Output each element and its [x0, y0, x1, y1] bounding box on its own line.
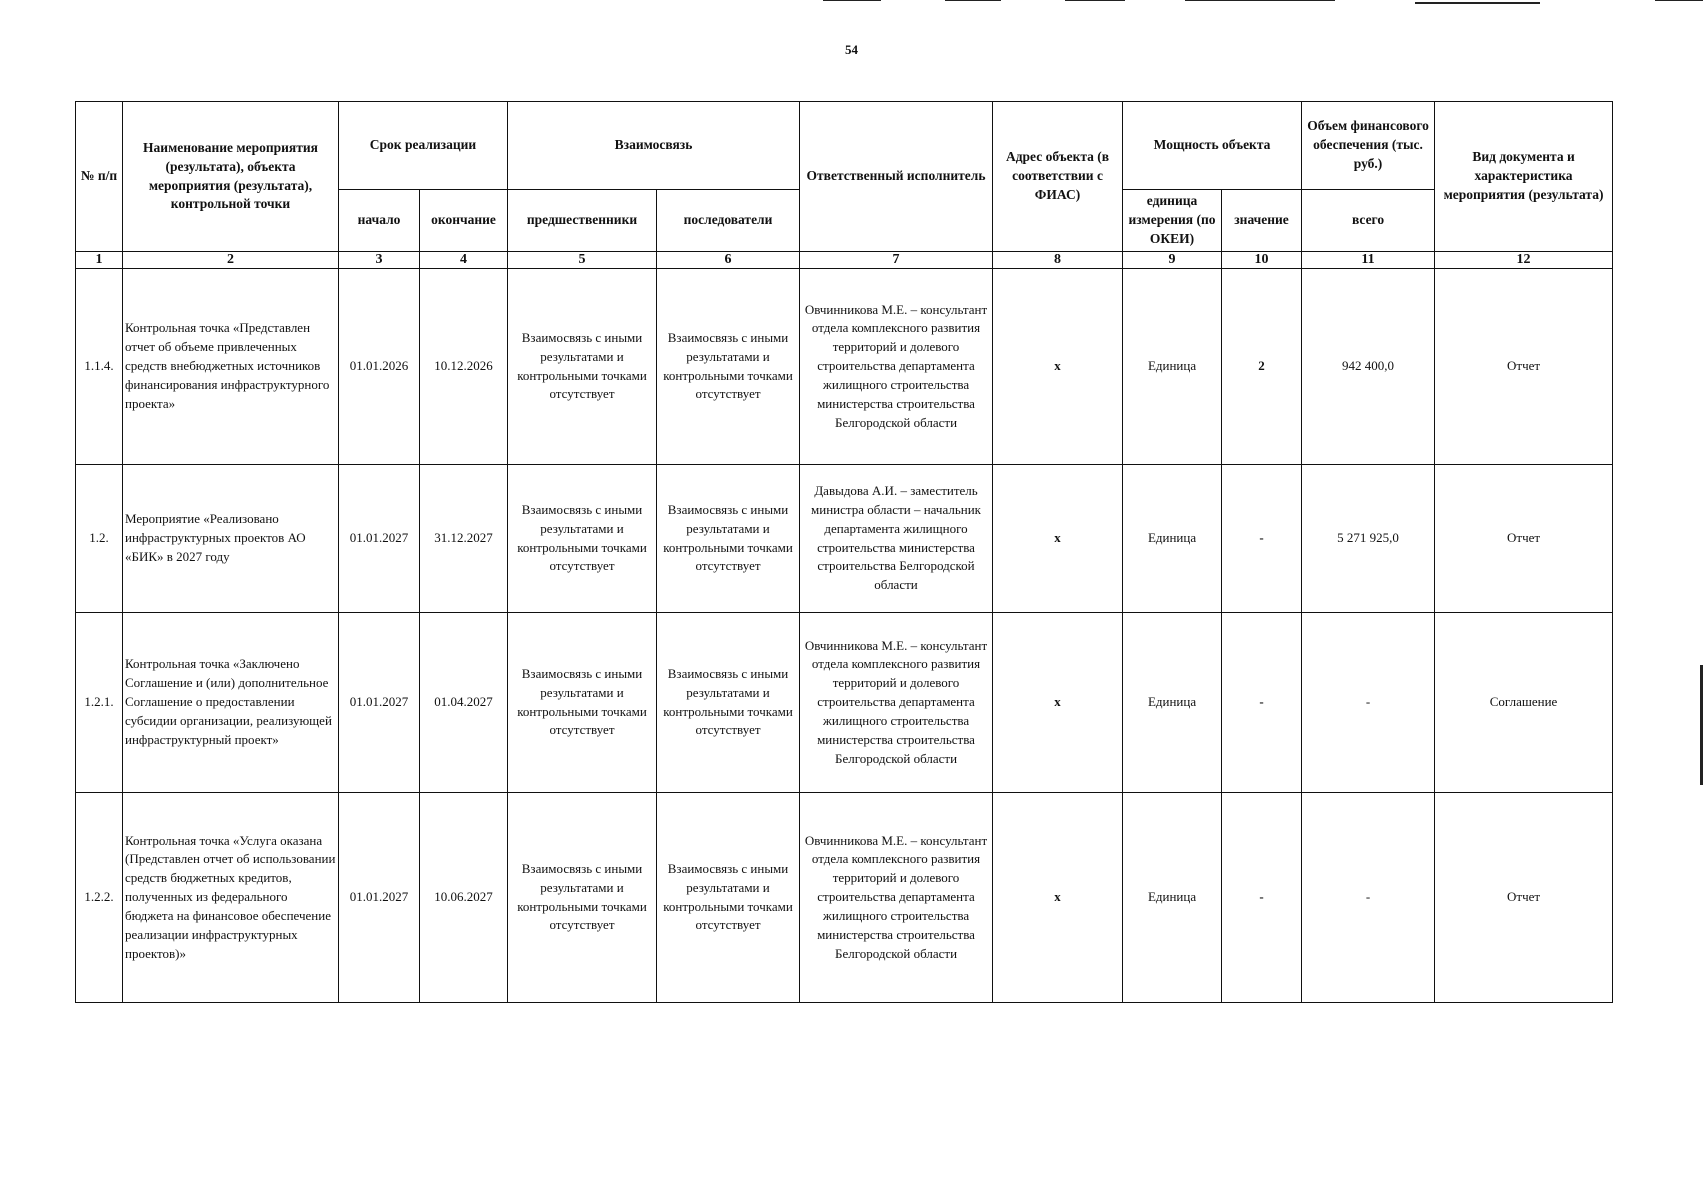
row-successors: Взаимосвязь с иными результатами и контрольными точками отсутствует — [657, 465, 800, 613]
row-name: Контрольная точка «Представлен отчет об объеме привлеченных средств внебюджетных источников финансирования инфраструктурного проекта» — [123, 269, 339, 465]
row-end-date: 10.06.2027 — [420, 793, 508, 1003]
column-number: 11 — [1302, 252, 1435, 269]
row-finance-total: - — [1302, 613, 1435, 793]
row-number: 1.2.1. — [76, 613, 123, 793]
row-predecessors: Взаимосвязь с иными результатами и контрольными точками отсутствует — [508, 465, 657, 613]
row-executor: Овчинникова М.Е. – консультант отдела комплексного развития территорий и долевого строительства департамента жилищного строительства министерства строительства Белгородской области — [800, 269, 993, 465]
column-number: 5 — [508, 252, 657, 269]
table-header — [76, 102, 1613, 269]
row-number: 1.2.2. — [76, 793, 123, 1003]
table-row — [76, 465, 1613, 613]
row-predecessors: Взаимосвязь с иными результатами и контрольными точками отсутствует — [508, 269, 657, 465]
header-doc-type: Вид документа и характеристика мероприятия (результата) — [1435, 102, 1613, 252]
row-finance-total: 5 271 925,0 — [1302, 465, 1435, 613]
header-executor: Ответственный исполнитель — [800, 102, 993, 252]
header-period-start: начало — [339, 190, 420, 252]
row-address: x — [993, 793, 1123, 1003]
row-start-date: 01.01.2027 — [339, 465, 420, 613]
column-number: 2 — [123, 252, 339, 269]
header-link-next: последователи — [657, 190, 800, 252]
column-number: 7 — [800, 252, 993, 269]
column-number: 10 — [1222, 252, 1302, 269]
row-successors: Взаимосвязь с иными результатами и контрольными точками отсутствует — [657, 269, 800, 465]
row-value: 2 — [1222, 269, 1302, 465]
scan-artifact-line — [945, 0, 1001, 1]
row-executor: Овчинникова М.Е. – консультант отдела комплексного развития территорий и долевого строительства департамента жилищного строительства министерства строительства Белгородской области — [800, 613, 993, 793]
header-finance: Объем финансового обеспечения (тыс. руб.) — [1302, 102, 1435, 190]
column-number: 3 — [339, 252, 420, 269]
header-capacity: Мощность объекта — [1123, 102, 1302, 190]
header-capacity-value: значение — [1222, 190, 1302, 252]
header-period-end: окончание — [420, 190, 508, 252]
header-address: Адрес объекта (в соответствии с ФИАС) — [993, 102, 1123, 252]
page-number: 54 — [845, 42, 858, 57]
row-predecessors: Взаимосвязь с иными результатами и контрольными точками отсутствует — [508, 613, 657, 793]
header-link: Взаимосвязь — [508, 102, 800, 190]
row-number: 1.1.4. — [76, 269, 123, 465]
row-successors: Взаимосвязь с иными результатами и контрольными точками отсутствует — [657, 793, 800, 1003]
row-value: - — [1222, 793, 1302, 1003]
row-start-date: 01.01.2027 — [339, 793, 420, 1003]
table-row — [76, 793, 1613, 1003]
scan-artifact-line — [823, 0, 881, 1]
scan-artifact-line — [1415, 2, 1540, 4]
row-doc-type: Соглашение — [1435, 613, 1613, 793]
row-name: Контрольная точка «Услуга оказана (Представлен отчет об использовании средств бюджетных кредитов, полученных из федерального бюджета на финансовое обеспечение реализации инфраструктурных проектов)» — [123, 793, 339, 1003]
column-number: 6 — [657, 252, 800, 269]
header-num: № п/п — [76, 102, 123, 252]
row-executor: Овчинникова М.Е. – консультант отдела комплексного развития территорий и долевого строительства департамента жилищного строительства министерства строительства Белгородской области — [800, 793, 993, 1003]
row-unit: Единица — [1123, 269, 1222, 465]
table-body — [76, 269, 1613, 1003]
row-unit: Единица — [1123, 465, 1222, 613]
row-end-date: 31.12.2027 — [420, 465, 508, 613]
row-finance-total: 942 400,0 — [1302, 269, 1435, 465]
row-name: Контрольная точка «Заключено Соглашение и (или) дополнительное Соглашение о предоставлении субсидии организации, реализующей инфраструктурный проект» — [123, 613, 339, 793]
row-start-date: 01.01.2026 — [339, 269, 420, 465]
header-period: Срок реализации — [339, 102, 508, 190]
row-address: x — [993, 465, 1123, 613]
scan-artifact-line — [1065, 0, 1125, 1]
row-number: 1.2. — [76, 465, 123, 613]
table-row — [76, 613, 1613, 793]
row-end-date: 10.12.2026 — [420, 269, 508, 465]
column-number: 9 — [1123, 252, 1222, 269]
scan-artifact-line — [1655, 0, 1703, 1]
row-value: - — [1222, 465, 1302, 613]
row-end-date: 01.04.2027 — [420, 613, 508, 793]
header-link-prev: предшественники — [508, 190, 657, 252]
table-row — [76, 269, 1613, 465]
row-address: x — [993, 269, 1123, 465]
row-value: - — [1222, 613, 1302, 793]
column-number: 1 — [76, 252, 123, 269]
plan-table — [75, 101, 1613, 1003]
row-successors: Взаимосвязь с иными результатами и контрольными точками отсутствует — [657, 613, 800, 793]
column-number: 12 — [1435, 252, 1613, 269]
row-predecessors: Взаимосвязь с иными результатами и контрольными точками отсутствует — [508, 793, 657, 1003]
row-unit: Единица — [1123, 613, 1222, 793]
row-address: x — [993, 613, 1123, 793]
column-number: 8 — [993, 252, 1123, 269]
row-finance-total: - — [1302, 793, 1435, 1003]
row-doc-type: Отчет — [1435, 465, 1613, 613]
header-name: Наименование мероприятия (результата), объекта мероприятия (результата), контрольной точки — [123, 102, 339, 252]
column-number: 4 — [420, 252, 508, 269]
row-executor: Давыдова А.И. – заместитель министра области – начальник департамента жилищного строительства министерства строительства Белгородской области — [800, 465, 993, 613]
row-doc-type: Отчет — [1435, 269, 1613, 465]
header-finance-total: всего — [1302, 190, 1435, 252]
row-start-date: 01.01.2027 — [339, 613, 420, 793]
scan-artifact-line — [1185, 0, 1335, 1]
row-unit: Единица — [1123, 793, 1222, 1003]
header-capacity-unit: единица измерения (по ОКЕИ) — [1123, 190, 1222, 252]
row-name: Мероприятие «Реализовано инфраструктурных проектов АО «БИК» в 2027 году — [123, 465, 339, 613]
row-doc-type: Отчет — [1435, 793, 1613, 1003]
